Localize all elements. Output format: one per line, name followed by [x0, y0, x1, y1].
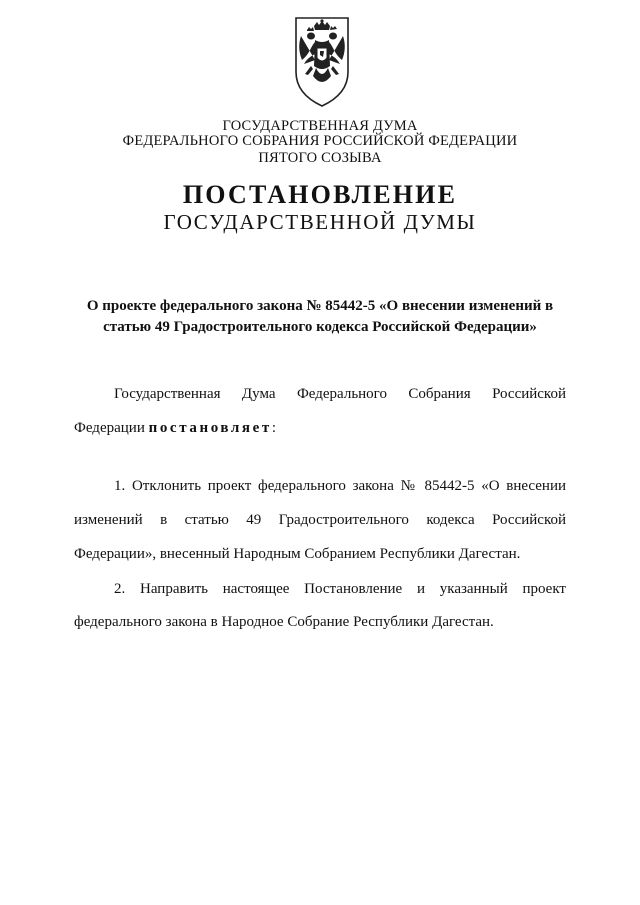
- document-subtitle: ГОСУДАРСТВЕННОЙ ДУМЫ: [163, 210, 477, 234]
- russian-coat-of-arms-icon: [293, 14, 351, 110]
- subject-line-1: О проекте федерального закона № 85442-5 «О внесении изменений в: [86, 298, 554, 314]
- resolves-word: постановляет: [148, 420, 272, 436]
- issuer-line-convocation: ПЯТОГО СОЗЫВА: [258, 150, 382, 166]
- preamble-text-2: [74, 419, 566, 437]
- item-2-text-1: 2. Направить настоящее Постановление и указанный проект: [114, 581, 566, 597]
- item-1-line-1: [74, 477, 566, 495]
- preamble-federation-word: Федерации: [74, 420, 149, 436]
- preamble-text-1: Государственная Дума Федерального Собрания Российской: [114, 386, 566, 402]
- subject-line-2: статью 49 Градостроительного кодекса Российской Федерации»: [103, 319, 537, 335]
- item-1-text-1: 1. Отклонить проект федерального закона № 85442-5 «О внесении: [114, 478, 566, 494]
- item-2-text-2: федерального закона в Народное Собрание Республики Дагестан.: [74, 614, 494, 630]
- item-2-line-2: [74, 613, 566, 631]
- item-1-line-3: [74, 545, 566, 563]
- preamble-line-1: [74, 385, 566, 403]
- item-2-line-1: [74, 580, 566, 598]
- item-1-line-2: [74, 511, 566, 529]
- item-1-text-2: изменений в статью 49 Градостроительного кодекса Российской: [74, 512, 566, 528]
- preamble-colon: :: [271, 420, 277, 436]
- item-1-text-3: Федерации», внесенный Народным Собранием Республики Дагестан.: [74, 546, 521, 562]
- document-subject: [74, 296, 566, 338]
- issuer-line-duma: ГОСУДАРСТВЕННАЯ ДУМА: [222, 118, 418, 134]
- preamble-line-2: [74, 419, 566, 437]
- issuer-line-assembly: ФЕДЕРАЛЬНОГО СОБРАНИЯ РОССИЙСКОЙ ФЕДЕРАЦИИ: [122, 133, 518, 149]
- document-title: ПОСТАНОВЛЕНИЕ: [182, 180, 458, 209]
